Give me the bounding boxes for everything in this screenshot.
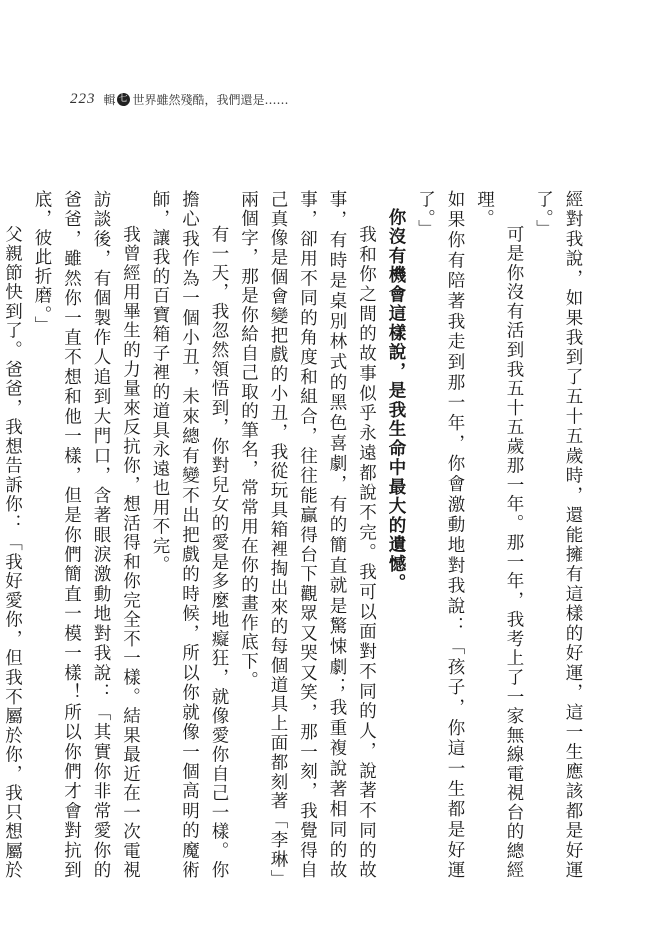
running-head (70, 88, 289, 110)
paragraph: 有一天，我忽然領悟到，你對兒女的愛是多麼地癡狂，就像愛你自己一樣。你擔心我作為一個小丑，未來總有變不出把戲的時候，所以你就像一個高明的魔術師，讓我的百寶箱子裡的道具永遠也用不完。 (150, 190, 229, 880)
chapter-number-badge: 七 (118, 93, 128, 104)
paragraph: 父親節快到了。爸爸，我想告訴你：「我好愛你，但我不屬於你，我只想屬於 (2, 225, 23, 880)
page-number: 223 (70, 90, 96, 107)
paragraph: 如果你有陪著我走到那一年，你會激動地對我說：「孩子，你這一生都是好運了。」 (415, 190, 465, 880)
paragraph: 可是你沒有活到我五十五歲那一年。那一年，我考上了一家無線電視台的總經理。 (474, 190, 524, 880)
chapter-title: 世界雖然殘酷，我們還是…… (132, 92, 289, 107)
paragraph: 我和你之間的故事似乎永遠都說不完。我可以面對不同的人，說著不同的故事，有時是桌別林式的黑色喜劇，有的簡直就是驚悚劇；我重複說著相同的故事，卻用不同的角度和組合，往往能贏得台下觀眾又哭又笑，那一刻，我覺得自己真像是個會變把戲的小丑，我從玩具箱裡掏出來的每個道具上面都刻著「李琳」兩個字，那是你給自己取的筆名，常常用在你的畫作底下。 (238, 190, 377, 880)
paragraph: 我曾經用畢生的力量來反抗你，想活得和你完全不一樣。結果最近在一次電視訪談後，有個製作人追到大門口，含著眼淚激動地對我說：「其實你非常愛你的爸爸，雖然你一直不想和他一樣，但是你們簡直一模一樣！所以你們才會對抗到底，彼此折磨。」 (32, 190, 141, 880)
paragraph-continuation: 經對我說，如果我到了五十五歲時，還能擁有這樣的好運，這一生應該都是好運了。」 (533, 190, 583, 880)
emphasized-paragraph: 你沒有機會這樣說，是我生命中最大的遺憾。 (386, 207, 406, 593)
chapter-label: 輯 (103, 92, 116, 107)
body-text (2, 190, 587, 880)
